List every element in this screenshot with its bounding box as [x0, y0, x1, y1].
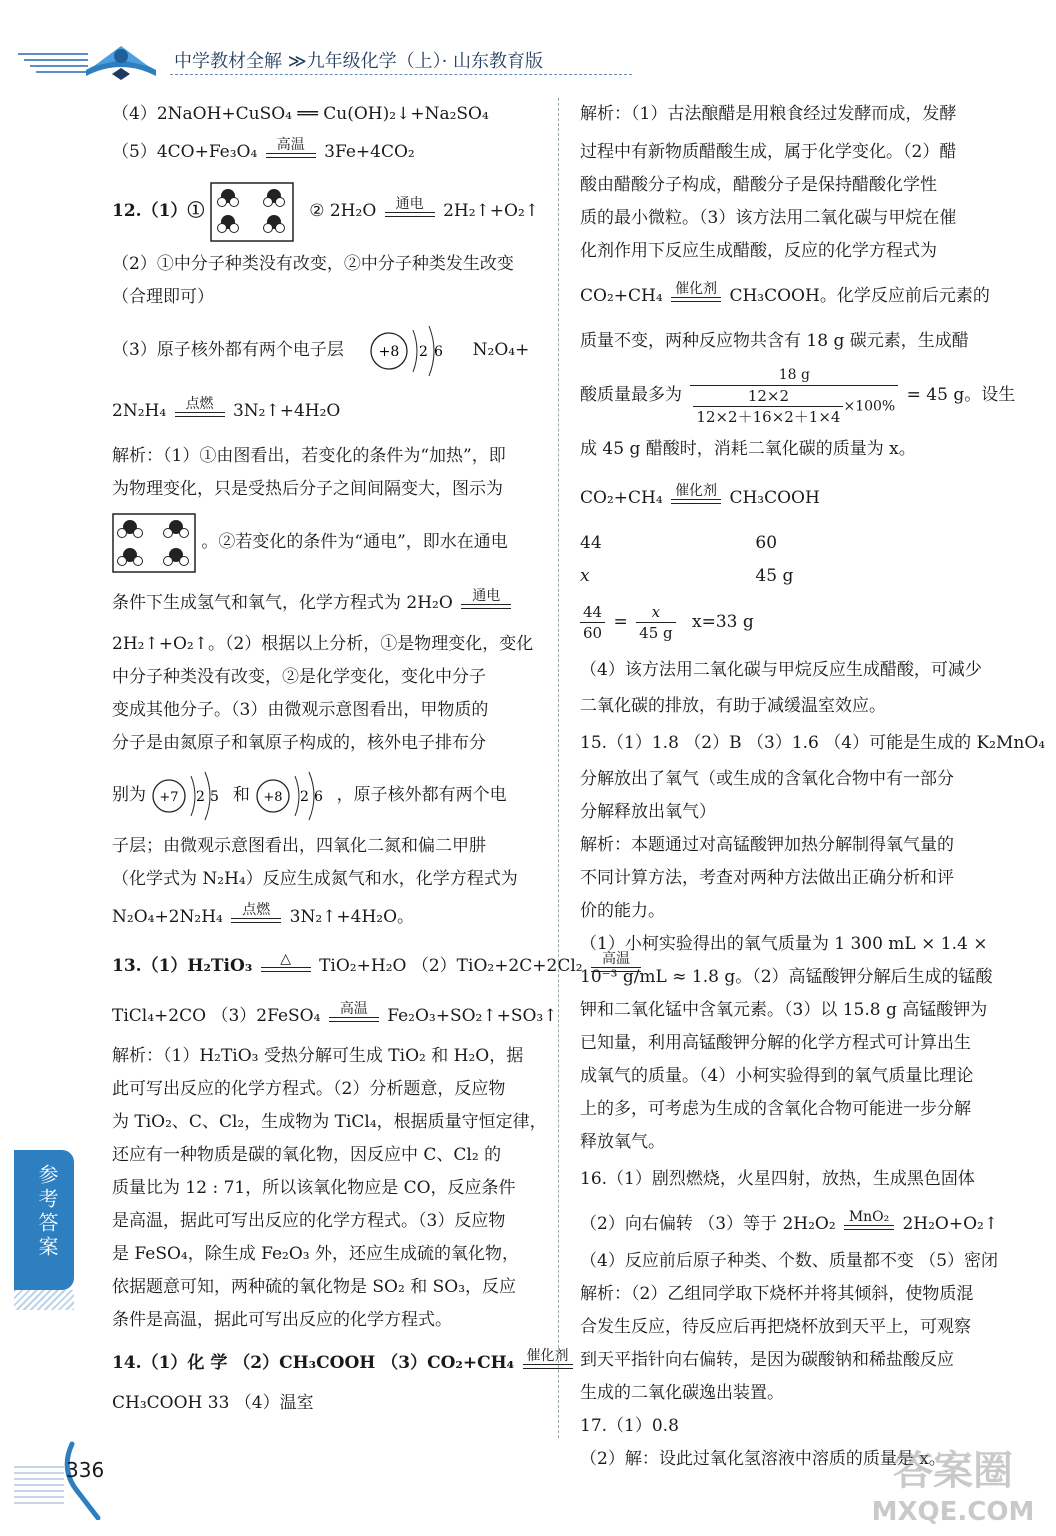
header-rule [170, 74, 632, 75]
explanation-line: 质量不变，两种反应物共含有 18 g 碳元素，生成醋 [580, 331, 969, 351]
explanation-line: 二氧化碳的排放，有助于减缓温室效应。 [580, 696, 886, 716]
explanation-line: 依据题意可知，两种硫的氧化物是 SO₂ 和 SO₃，反应 [112, 1277, 517, 1297]
reaction-condition: 高温 [266, 139, 316, 158]
explanation-line: 过程中有新物质醋酸生成，属于化学变化。（2）醋 [580, 142, 957, 162]
molecule-diagram [210, 182, 294, 242]
svg-text:+8: +8 [378, 343, 400, 360]
reaction-condition: 点燃 [231, 904, 281, 923]
nitrogen-atom-structure [151, 770, 227, 822]
explanation-line: 解析：（1）古法酿醋是用粮食经过发酵而成，发酵 [580, 104, 957, 124]
q15-1: 15.（1）1.8 （2）B （3）1.6 （4）可能是生成的 K₂MnO₄ [580, 733, 1046, 753]
explanation-line: 是 FeSO₄，除生成 Fe₂O₃ 外，还应生成硫的氧化物， [112, 1244, 520, 1264]
fraction: $\frac{x}{45 g}$ [636, 602, 675, 643]
explanation-line: 10⁻³ g/mL ≈ 1.8 g。（2）高锰酸钾分解后生成的锰酸 [580, 967, 993, 987]
explanation-line: 此可写出反应的化学方程式。（2）分析题意，反应物 [112, 1079, 506, 1099]
explanation-line: 上的多，可考虑为生成的含氧化合物可能进一步分解 [580, 1099, 971, 1119]
svg-text:6: 6 [314, 788, 324, 805]
page-number: 336 [66, 1458, 105, 1482]
svg-text:2: 2 [419, 343, 429, 360]
svg-text:答案圈: 答案圈 [893, 1448, 1013, 1494]
explanation-line: 子层；由微观示意图看出，四氧化二氮和偏二甲肼 [112, 836, 486, 856]
explanation-line: 解析：（2）乙组同学取下烧杯并将其倾斜，使物质混 [580, 1284, 974, 1304]
explanation-line: 生成的二氧化碳逸出装置。 [580, 1383, 784, 1403]
ratio-row: 44 60 [580, 533, 778, 553]
reaction-condition: 通电 [385, 198, 435, 217]
q12-2a: （2）①中分子种类没有改变，②中分子种类发生改变 [112, 254, 514, 274]
q12-2b: （合理即可） [112, 287, 214, 307]
header-title: 中学教材全解 ≫九年级化学（上）· 山东教育版 [174, 51, 544, 72]
explanation-line: 为 TiO₂、C、Cl₂，生成物为 TiCl₄，根据质量守恒定律， [112, 1112, 547, 1132]
svg-text:2: 2 [196, 788, 206, 805]
site-watermark [858, 1440, 1048, 1530]
explanation-line: 质的最小微粒。（3）该方法用二氧化碳与甲烷在催 [580, 208, 957, 228]
svg-text:+7: +7 [159, 789, 179, 805]
q15-3: 分解释放出氧气） [580, 802, 716, 822]
reaction-condition: 高温 [591, 953, 641, 972]
ratio-row: x 45 g [580, 566, 794, 586]
explanation-line: 不同计算方法，考查对两种方法做出正确分析和评 [580, 868, 954, 888]
explanation-line: 解析：（1）H₂TiO₃ 受热分解可生成 TiO₂ 和 H₂O，据 [112, 1046, 524, 1066]
svg-text:MXQE.COM: MXQE.COM [871, 1497, 1035, 1527]
svg-text:2: 2 [300, 788, 310, 805]
explanation-line: 为物理变化，只是受热后分子之间间隔变大，图示为 [112, 479, 503, 499]
header-decoration [18, 48, 88, 76]
right-column [580, 92, 1046, 1476]
explanation-line: N₂O₄+2N₂H₄ 点燃 3N₂↑+4H₂O。 [112, 902, 415, 927]
q15-2: 分解放出了氧气（或生成的含氧化合物中有一部分 [580, 769, 954, 789]
explanation-line: 还应有一种物质是碳的氧化物，因反应中 C、Cl₂ 的 [112, 1145, 502, 1165]
explanation-line: （化学式为 N₂H₄）反应生成氮气和水，化学方程式为 [112, 869, 518, 889]
q16-2: （2）向右偏转 （3）等于 2H₂O₂ MnO₂ 2H₂O+O₂↑ [580, 1209, 999, 1234]
explanation-line: 酸由醋酸分子构成，醋酸分子是保持醋酸化学性 [580, 175, 937, 195]
q14-1: 14.（1）化 学 （2）CH₃COOH （3）CO₂+CH₄ 催化剂 [112, 1337, 540, 1383]
equation-line: CO₂+CH₄ 催化剂 CH₃COOH [580, 483, 820, 508]
q16-3: （4）反应前后原子种类、个数、质量都不变 （5）密闭 [580, 1251, 999, 1271]
mass-fraction: 18 g $\frac{12\times 2}{12\times 2+16\times 2+1\times 4}$ ×100% [690, 365, 898, 427]
explanation-line: 解析：（1）①由图看出，若变化的条件为“加热”，即 [112, 446, 506, 466]
q13-1: 13.（1）H₂TiO₃ △ TiO₂+H₂O （2）TiO₂+2C+2Cl₂ 高温 [112, 938, 540, 986]
reaction-condition: 高温 [329, 1003, 379, 1022]
explanation-line: 变成其他分子。（3）由微观示意图看出，甲物质的 [112, 700, 489, 720]
reaction-condition: 催化剂 [671, 283, 721, 302]
explanation-line: 释放氧气。 [580, 1132, 665, 1152]
explanation-line: 2H₂↑+O₂↑。（2）根据以上分析，①是物理变化，变化 [112, 634, 534, 654]
explanation-line: 钾和二氧化锰中含氧元素。（3）以 15.8 g 高锰酸钾为 [580, 1000, 988, 1020]
explanation-line: 成氧气的质量。（4）小柯实验得到的氧气质量比理论 [580, 1066, 974, 1086]
explanation-line: 价的能力。 [580, 901, 665, 921]
reaction-condition: 点燃 [175, 398, 225, 417]
book-logo-icon [82, 40, 160, 84]
q12-3: （3）原子核外都有两个电子层 +8 2 6 N₂O₄+ [112, 314, 540, 386]
explanation-line: 到天平指针向右偏转，是因为碳酸钠和稀盐酸反应 [580, 1350, 954, 1370]
explanation-line: 是高温，据此可写出反应的化学方程式。（3）反应物 [112, 1211, 506, 1231]
svg-text:+8: +8 [263, 789, 283, 805]
explanation-line: 分子是由氮原子和氧原子构成的，核外电子排布分 [112, 733, 486, 753]
q12-3-eq: 2N₂H₄ 点燃 3N₂↑+4H₂O [112, 396, 341, 421]
q12-1: 12.（1）① ② 2H₂O 通电 2H₂↑+O₂↑ [112, 174, 540, 248]
page-header [0, 0, 1056, 90]
footer-stripes [14, 1464, 64, 1504]
q16-1: 16.（1）剧烈燃烧，火星四射，放热，生成黑色固体 [580, 1169, 975, 1189]
q14-2: CH₃COOH 33 （4）温室 [112, 1393, 314, 1413]
explanation-line: 质量比为 12 : 71，所以该氧化物应是 CO，反应条件 [112, 1178, 516, 1198]
reaction-condition: 催化剂 [523, 1350, 573, 1369]
reaction-condition: △ [261, 953, 311, 972]
q13-2: TiCl₄+2CO （3）2FeSO₄ 高温 Fe₂O₃+SO₂↑+SO₃↑ [112, 1001, 558, 1026]
q11-5: （5）4CO+Fe₃O₄ 高温 3Fe+4CO₂ [112, 137, 415, 162]
answer-key-label: 参考答案 [35, 1164, 59, 1260]
molecule-diagram [112, 513, 196, 573]
q11-4: （4）2NaOH+CuSO₄ ══ Cu(OH)₂↓+Na₂SO₄ [112, 104, 489, 124]
explanation-line: 成 45 g 醋酸时，消耗二氧化碳的质量为 x。 [580, 439, 916, 459]
explanation-line: 已知量，利用高锰酸钾分解的化学方程式可计算出生 [580, 1033, 971, 1053]
tab-stripes [14, 1290, 74, 1310]
q17-2: （2）解：设此过氧化氢溶液中溶质的质量是 x。 [580, 1449, 946, 1469]
oxygen-atom-structure [367, 324, 453, 378]
oxygen-atom-structure [255, 770, 331, 822]
explanation-line: 合发生反应，待反应后再把烧杯放到天平上，可观察 [580, 1317, 971, 1337]
reaction-condition: 通电 [461, 590, 511, 609]
reaction-condition: MnO₂ [844, 1211, 894, 1230]
explanation-line: 。②若变化的条件为“通电”，即水在通电 [112, 506, 540, 578]
proportion-line: $\frac{44}{60}$ = $\frac{x}{45 g}$ x=33 g [580, 594, 1006, 650]
explanation-line: 化剂作用下反应生成醋酸，反应的化学方程式为 [580, 241, 937, 261]
svg-text:6: 6 [434, 343, 444, 360]
explanation-line: CO₂+CH₄ 催化剂 CH₃COOH。化学反应前后元素的 [580, 281, 990, 306]
q17-1: 17.（1）0.8 [580, 1416, 679, 1436]
column-divider [558, 98, 559, 1438]
fraction: $\frac{44}{60}$ [580, 602, 605, 643]
explanation-line: 解析：本题通过对高锰酸钾加热分解制得氧气量的 [580, 835, 954, 855]
reaction-condition: 催化剂 [671, 485, 721, 504]
explanation-line: 别为 +7 2 5 和 +8 2 6 ，原子核外都有两个电 [112, 760, 540, 830]
explanation-line: （4）该方法用二氧化碳与甲烷反应生成醋酸，可减少 [580, 660, 982, 680]
explanation-line: 酸质量最多为 18 g $\frac{12\times 2}{12\times 2+16\times 2+1\times 4}$ ×100% = 45 g。设生 [580, 366, 1016, 426]
svg-text:5: 5 [210, 788, 220, 805]
explanation-line: （1）小柯实验得出的氧气质量为 1 300 mL × 1.4 × [580, 934, 988, 954]
explanation-line: 中分子种类没有改变，②是化学变化，变化中分子 [112, 667, 486, 687]
explanation-line: 条件下生成氢气和氧气，化学方程式为 2H₂O 通电 [112, 578, 540, 628]
explanation-line: 条件是高温，据此可写出反应的化学方程式。 [112, 1310, 452, 1330]
